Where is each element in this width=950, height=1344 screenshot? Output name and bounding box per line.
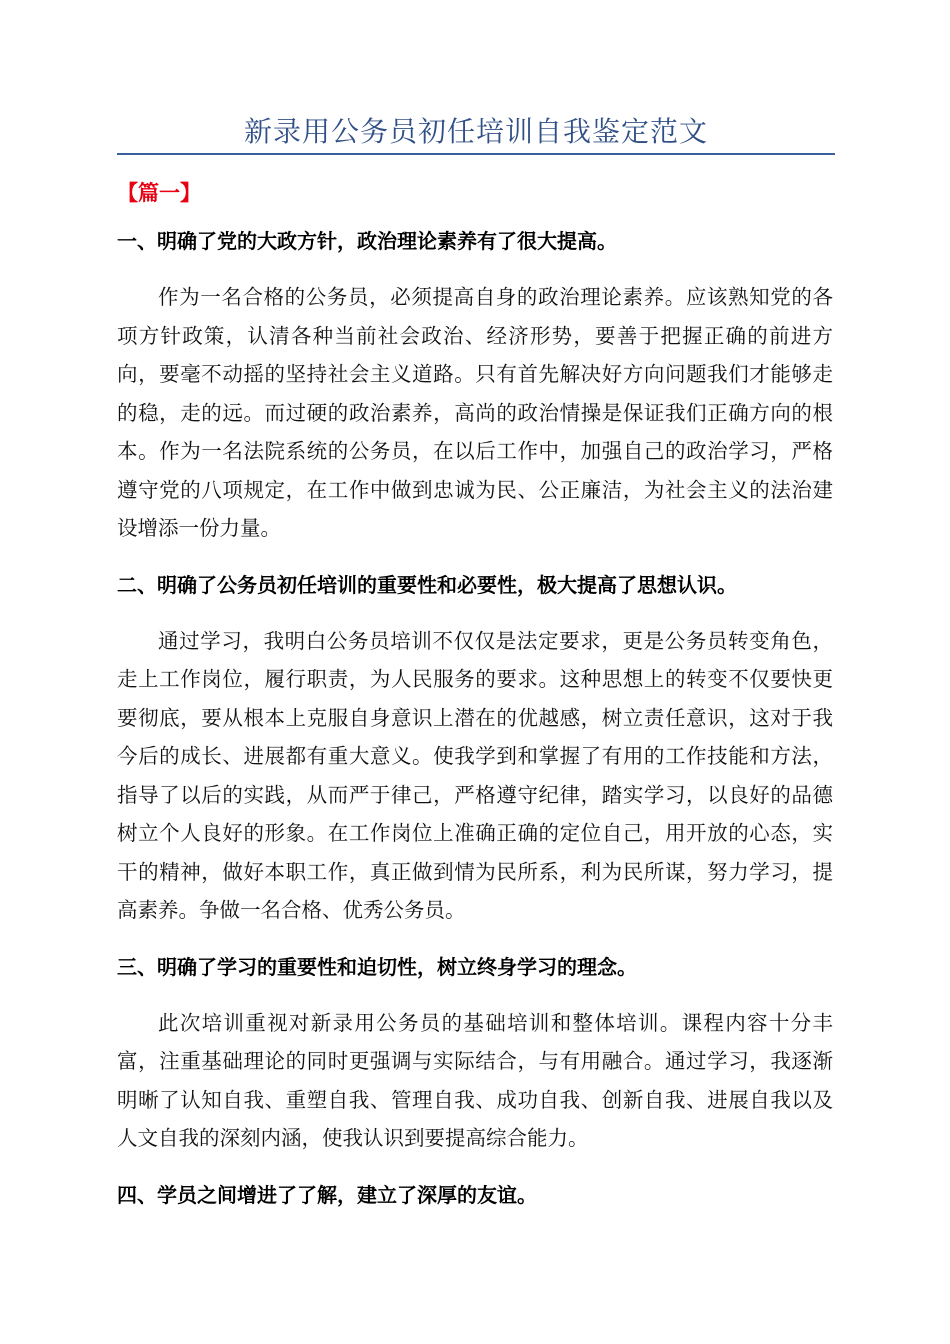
section-paragraph-1: 作为一名合格的公务员，必须提高自身的政治理论素养。应该熟知党的各项方针政策，认清各种当前社会政治、经济形势，要善于把握正确的前进方向，要毫不动摇的坚持社会主义道路。只有首先解决好方向问题我们才能够走的稳，走的远。而过硬的政治素养，高尚的政治情操是保证我们正确方向的根本。作为一名法院系统的公务员，在以后工作中，加强自己的政治学习，严格遵守党的八项规定，在工作中做到忠诚为民、公正廉洁，为社会主义的法治建设增添一份力量。: [117, 285, 833, 540]
section-paragraph-3: 此次培训重视对新录用公务员的基础培训和整体培训。课程内容十分丰富，注重基础理论的同时更强调与实际结合，与有用融合。通过学习，我逐渐明晰了认知自我、重塑自我、管理自我、成功自我、创新自我、进展自我以及人文自我的深刻内涵，使我认识到要提高综合能力。: [117, 1010, 833, 1150]
title-divider: [117, 153, 835, 155]
document-body: [117, 222, 833, 1232]
section-heading-4: 四、学员之间增进了了解，建立了深厚的友谊。: [117, 1182, 537, 1207]
section-tag: 【篇一】: [117, 181, 201, 205]
document-title: 新录用公务员初任培训自我鉴定范文: [243, 115, 708, 148]
section-heading-2: 二、明确了公务员初任培训的重要性和必要性，极大提高了思想认识。: [117, 572, 737, 597]
section-heading-3: 三、明确了学习的重要性和迫切性，树立终身学习的理念。: [117, 954, 637, 979]
section-paragraph-2: 通过学习，我明白公务员培训不仅仅是法定要求，更是公务员转变角色，走上工作岗位，履行职责，为人民服务的要求。这种思想上的转变不仅要快更要彻底，要从根本上克服自身意识上潜在的优越感，树立责任意识，这对于我今后的成长、进展都有重大意义。使我学到和掌握了有用的工作技能和方法，指导了以后的实践，从而严于律己，严格遵守纪律，踏实学习，以良好的品德树立个人良好的形象。在工作岗位上准确正确的定位自己，用开放的心态，实干的精神，做好本职工作，真正做到情为民所系，利为民所谋，努力学习，提高素养。争做一名合格、优秀公务员。: [117, 628, 833, 922]
section-heading-1: 一、明确了党的大政方针，政治理论素养有了很大提高。: [117, 229, 617, 253]
